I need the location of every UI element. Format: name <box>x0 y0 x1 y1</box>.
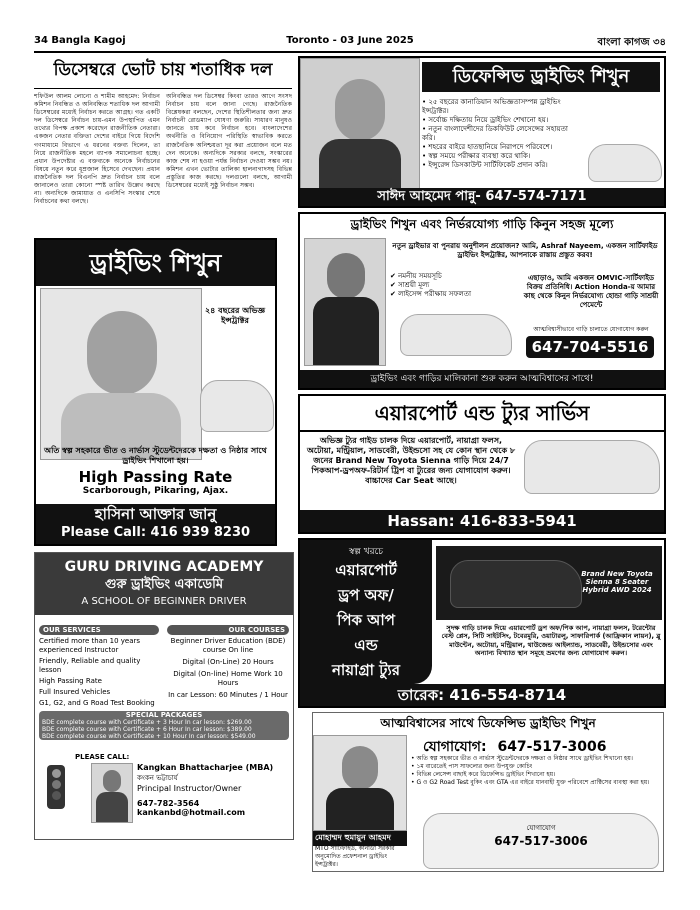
courses-column <box>167 625 289 700</box>
point-label: সাশ্রয়ী মূল্য <box>398 281 430 289</box>
van-image <box>524 440 660 494</box>
instructor-photo <box>304 238 386 366</box>
courses-label: OUR COURSES <box>167 625 289 635</box>
van-image <box>436 546 662 620</box>
instructor-name: হাসিনা আক্তার জানু <box>94 505 217 523</box>
bullet-item: • ইন্সুরেন্স ডিসকাউন্ট সার্টিফিকেট প্রদান করি। <box>422 161 582 170</box>
ad-hasina-driving <box>34 238 277 546</box>
headline-line: এয়ারপোর্ট <box>335 561 397 579</box>
ad-tarek-desc: সুদক্ষ গাড়ি চালক দিয়ে এয়ারপোর্ট ড্রপ অফ/পিক আপ, নায়াগ্রা ফলস, টরেন্টোর বেস্ট প্লেস, সিটি সাইটসিং, টবেরমুরি, ওয়াটারলু, সাফারিপার্ক (আফ্রিকান লায়ন), ব্লু মাউন্টেন, অটোয়া, মন্ট্রিয়াল, থাউজেন্ড আইল্যান্ড, সাডবেরী, উইন্ডসোর এবং অন্যান্য বিখ্যাত স্থান সমূহে ভ্রমণের জন্য যোগাযোগ করুন। <box>441 624 661 657</box>
car-phone: 647-517-3006 <box>494 834 588 848</box>
package-item: BDE complete course with Certificate + 6 Hour In car lesson: $389.00 <box>42 726 252 733</box>
car-image <box>200 380 274 432</box>
contact-label: যোগাযোগ: <box>423 739 487 755</box>
services-column <box>39 625 159 708</box>
guru-title: GURU DRIVING ACADEMY <box>64 559 264 575</box>
car-image <box>423 813 659 869</box>
ad-humaun-driving <box>312 712 664 872</box>
bullet-item: • G ও G2 Road Test বুকিং এবং GTA এর বাইরে যানবাহী যুক্ত পরিবেশে প্রাক্টিসের ব্যবস্থা করা হয়। <box>411 779 661 787</box>
tarek-headline-box <box>300 540 432 684</box>
ad-airport-tour <box>298 394 666 534</box>
ad-hasina-footer <box>36 504 275 544</box>
package-item: BDE complete course with Certificate + 10 Hour In car lesson: $549.00 <box>42 733 256 740</box>
instructor-photo <box>91 763 133 823</box>
course-item: In car Lesson: 60 Minutes / 1 Hour <box>168 691 288 699</box>
guru-banner <box>35 553 293 615</box>
article-column-1: শফিউল আলম লোনো ও শামীম আহমেদ: নির্বাচন কমিশন নিবন্ধিত ও অনিবন্ধিত শতাধিক দল আগামী ডিসেম্বরের মধ্যেই নির্বাচন করতে আগ্রহ। গত একটি দল ডিসেম্বরে নির্বাচন চায়-এমন উপস্থাপিত এমন তথ্যের বিপক্ষ প্রকাশ করেছেন রাজনীতিক নেতারা। একজন নেতার বক্তিতা দেশের বাইরে গিয়ে বিদেশি গণমাধ্যমে বিভাগে এ ধরনের বক্তব্য দিলেন, তা নিয়ে রাজনীতিক মহলে ব্যাপক সমালোচনা হচ্ছে। প্রধান উপদেষ্টার এ বক্তব্যকে অনেকে নির্বাচনের বিষয়ে নতুন করে ধূম্রজাল হিসেবে দেখছেন। প্রধান রাজনৈতিক দল বিএনপি দ্রুত নির্বাচন চায় বলে জানালেও তারা কোনো স্পষ্ট তারিখ উল্লেখ করছে না। অন্যদিকে জামায়াত ও এনসিপি সংস্কার শেষে নির্বাচনের কথা বলছে। <box>34 93 160 206</box>
service-item: G1, G2, and G Road Test Booking <box>39 699 155 707</box>
packages-label: SPECIAL PACKAGES <box>125 711 203 719</box>
service-item: High Passing Rate <box>39 677 102 685</box>
ad-defensive-bullets <box>422 98 582 170</box>
ad-humaun-title: আত্মবিশ্বাসের সাথে ডিফেন্সিভ ড্রাইভিং শিখুন <box>380 716 596 730</box>
ad-tarek-contact: তারেক: 416-554-8714 <box>300 684 664 706</box>
bullet-item: • শহরের বাইরে হাতছানিয়ে নিরাপদে পরিবেশে। <box>422 143 582 152</box>
headline-line: এন্ড <box>354 636 378 654</box>
guru-bn-title: গুরু ড্রাইভিং একাডেমি <box>104 577 224 592</box>
instructor-photo <box>300 58 420 190</box>
point-label: নমনীয় সময়সূচি <box>398 272 442 280</box>
point-label: লাইসেন্স পরীক্ষায় সফলতা <box>398 290 472 298</box>
ad-humaun-bullets <box>411 755 661 787</box>
bullet-item: • বিভিন্ন লেসেন্স বাছাই করে ডিফেন্সিভ ড্রাইভিং শিখানো হয়। <box>411 771 661 779</box>
omvic-text: এছাড়াও, আমি একজন OMVIC-সার্টিফাইড বিক্রয় প্রতিনিধি। Action Honda-য় আমার কাছ থেকে কিনুন নির্ভরযোগ্য হোন্ডা গাড়ি সাশ্রয়ী পেমেন্টে <box>523 274 659 309</box>
ad-defensive-title: ডিফেন্সিভ ড্রাইভিং শিখুন <box>422 62 660 92</box>
instructor-photo <box>40 288 202 460</box>
page-number-right: বাংলা কাগজ ৩৪ <box>597 37 666 48</box>
service-areas: Scarborough, Pikaring, Ajax. <box>82 486 229 496</box>
car-image <box>588 144 662 182</box>
ad-hasina-desc: অতি স্বল্প সহকারে ভীত ও নার্ভাস স্টুডেন্টদেরকে দক্ষতা ও নিষ্ঠার সাথে ড্রাইভিং শিখানো হয়। <box>44 446 267 465</box>
guru-contact <box>137 763 291 817</box>
headline-line: ড্রপ অফ/ <box>338 586 394 604</box>
headline-line: নায়াগ্রা ট্যুর <box>331 661 401 679</box>
page-header <box>34 34 666 50</box>
car-image <box>400 314 512 356</box>
ad-airport-contact: Hassan: 416-833-5941 <box>300 510 664 532</box>
ad-airport-title: এয়ারপোর্ট এন্ড ট্যুর সার্ভিস <box>300 396 664 432</box>
instructor-role: Principal Instructor/Owner <box>137 784 242 793</box>
headline-line: পিক আপ <box>337 611 395 629</box>
instructor-bn-name: কংকন ভট্টাচার্য <box>137 774 178 782</box>
ad-defensive-contact: সাঈদ আহমেদ পান্নু- 647-574-7171 <box>300 188 664 206</box>
bullet-item: • অতি স্বল্প সহকারে ভীত ও নার্ভাস স্টুডেন্টদেরকে দক্ষতা ও নিষ্ঠার সাথে ড্রাইভিং শিখানো হয়। <box>411 755 661 763</box>
instructor-photo <box>313 735 407 831</box>
packages-box <box>39 711 289 740</box>
page-number-left: 34 Bangla Kagoj <box>34 35 126 46</box>
package-item: BDE complete course with Certificate + 3 Hour In car lesson: $269.00 <box>42 719 252 726</box>
bullet-item: • সর্বোচ্চ দক্ষিতায় নিয়ে ড্রাইভিং শেখানো হয়। <box>422 116 582 125</box>
article-column-2: অনিবন্ধিত দল ডিসেম্বর কিংবা তারও আগে সংসদ নির্বাচন চায় বলে জানা গেছে। রাজনৈতিক বিশ্লেষকরা বলছেন, দেশের স্থিতিশীলতার জন্য দ্রুত নির্বাচনী রোডম্যাপ ঘোষণা জরুরি। সাধারণ মানুষও জানতে চায় কবে নির্বাচন হবে। বাংলাদেশের অর্থনীতি ও বিনিয়োগ পরিস্থিতি স্বাভাবিক করতে রাজনৈতিক অনিশ্চয়তা দূর করা প্রয়োজন বলে মত দেন অনেকে। অন্যদিকে সরকার বলছে, সংস্কারের কাজ শেষ না হওয়া পর্যন্ত নির্বাচন দেওয়া সম্ভব নয়। কমিশন এখন ভোটার তালিকা হালনাগাদসহ বিভিন্ন প্রস্তুতির কাজ করছে। দলগুলো বলছে, আগামী ডিসেম্বরের মধ্যেই সুষ্ঠু নির্বাচন সম্ভব। <box>166 93 292 190</box>
instructor-name: মোহাম্মদ হুমায়ুন আহমদ <box>313 831 407 846</box>
bullet-item: • স্বল্প সময়ে পরীক্ষার ব্যবস্থা করে থাকি। <box>422 152 582 161</box>
ad-guru-academy <box>34 552 294 840</box>
email-address: kankanbd@hotmail.com <box>137 808 246 817</box>
services-label: OUR SERVICES <box>39 625 159 635</box>
instructor-name: Kangkan Bhattacharjee (MBA) <box>137 763 274 772</box>
car-label: যোগাযোগ <box>526 824 556 832</box>
point-item: ✔ লাইসেন্স পরীক্ষায় সফলতা <box>390 290 472 298</box>
van-label: Brand New Toyota Sienna 8 Seater Hybrid AWD 2024 <box>581 570 653 594</box>
news-article <box>34 57 292 235</box>
ad-ashraf-title: ড্রাইভিং শিখুন এবং নির্ভরযোগ্য গাড়ি কিনুন সহজ মূল্যে <box>350 217 614 231</box>
call-label: আত্মবিশ্বাসীভাবে গাড়ি চালাতে যোগাযোগ করুন <box>533 326 649 333</box>
service-item: Certified more than 10 years experienced Instructor <box>39 637 141 654</box>
please-call-label: PLEASE CALL: <box>75 753 130 761</box>
ad-airport-desc: অভিজ্ঞ ট্যুর গাইড চালক দিয়ে এয়ারপোর্ট, নায়াগ্রা ফলস, অটোয়া, মন্ট্রিয়াল, সাডবেরী, উইন্ডসো সহ যে কোন স্থান থেকে ৮ জনের Brand New Toyota Sienna গাড়ি দিয়ে 24/7 পিকআপ-ড্রপঅফ-রিটার্ন ট্রিপ বা ট্যুরের জন্য যোগাযোগ করুন। বাচ্চাদের Car Seat আছে। <box>306 436 516 485</box>
ad-tarek-tour <box>298 538 666 708</box>
ad-ashraf-intro: নতুন ড্রাইভার বা পুনরায় অনুশীলন প্রয়োজন? আমি, Ashraf Nayeem, একজন সার্টিফাইড ড্রাইভিং ইন্সট্রাক্টর, আপনাকে রাস্তায় প্রস্তুত করব! <box>392 242 658 259</box>
course-item: Digital (On-line) Home Work 10 Hours <box>173 670 283 687</box>
ad-defensive-driving <box>298 56 666 208</box>
ad-hasina-title: ড্রাইভিং শিখুন <box>36 240 275 286</box>
course-item: Beginner Driver Education (BDE) course On line <box>170 637 286 654</box>
guru-subtitle: A SCHOOL OF BEGINNER DRIVER <box>81 596 247 607</box>
phone-number: 647-517-3006 <box>497 739 607 755</box>
ad-ashraf-footer: ড্রাইভিং এবং গাড়ির মালিকানা শুরু করুন আত্মবিশ্বাসের সাথে! <box>300 370 664 388</box>
course-item: Digital (On-Line) 20 Hours <box>182 658 274 666</box>
credentials: MTO সার্টিফাইড, কানাডা সরকার অনুমোদিত প্রফেশনাল ড্রাইভিং ইন্সট্রাক্টর। <box>315 845 395 868</box>
article-headline: ডিসেম্বরে ভোট চায় শতাধিক দল <box>34 57 292 89</box>
headline-line: স্বল্প খরচে <box>348 547 384 557</box>
bullet-item: • নতুন বাংলাদেশীদের ডিকফিউট লেসেন্সের সহায়তা করি। <box>422 125 582 143</box>
phone-number: 647-782-3564 <box>137 799 200 808</box>
service-item: Friendly, Reliable and quality lesson <box>39 657 141 674</box>
phone-number: Please Call: 416 939 8230 <box>60 525 251 540</box>
ad-ashraf-points <box>390 272 471 299</box>
point-item: ✔ সাশ্রয়ী মূল্য <box>390 281 430 289</box>
service-item: Full Insured Vehicles <box>39 688 111 696</box>
point-item: ✔ নমনীয় সময়সূচি <box>390 272 442 280</box>
experience-label: ২৪ বছরের অভিজ্ঞ ইন্সট্রাক্টর <box>204 306 266 325</box>
bullet-item: • ২৫ বছরের কানাডিয়ান অভিজ্ঞতাসম্পন্ন ড্রাইভিং ইন্সট্রাক্টর। <box>422 98 582 116</box>
edition-date: Toronto - 03 June 2025 <box>286 35 414 46</box>
header-rule <box>34 51 666 53</box>
bullet-item: • ১ম বারেতেই পাস সাফল্যের জন্য উপযুক্ত কোচিং <box>411 763 661 771</box>
traffic-light-icon <box>47 765 65 809</box>
phone-number: 647-704-5516 <box>526 336 654 358</box>
ad-ashraf-driving <box>298 212 666 390</box>
passing-rate: High Passing Rate <box>78 468 233 486</box>
